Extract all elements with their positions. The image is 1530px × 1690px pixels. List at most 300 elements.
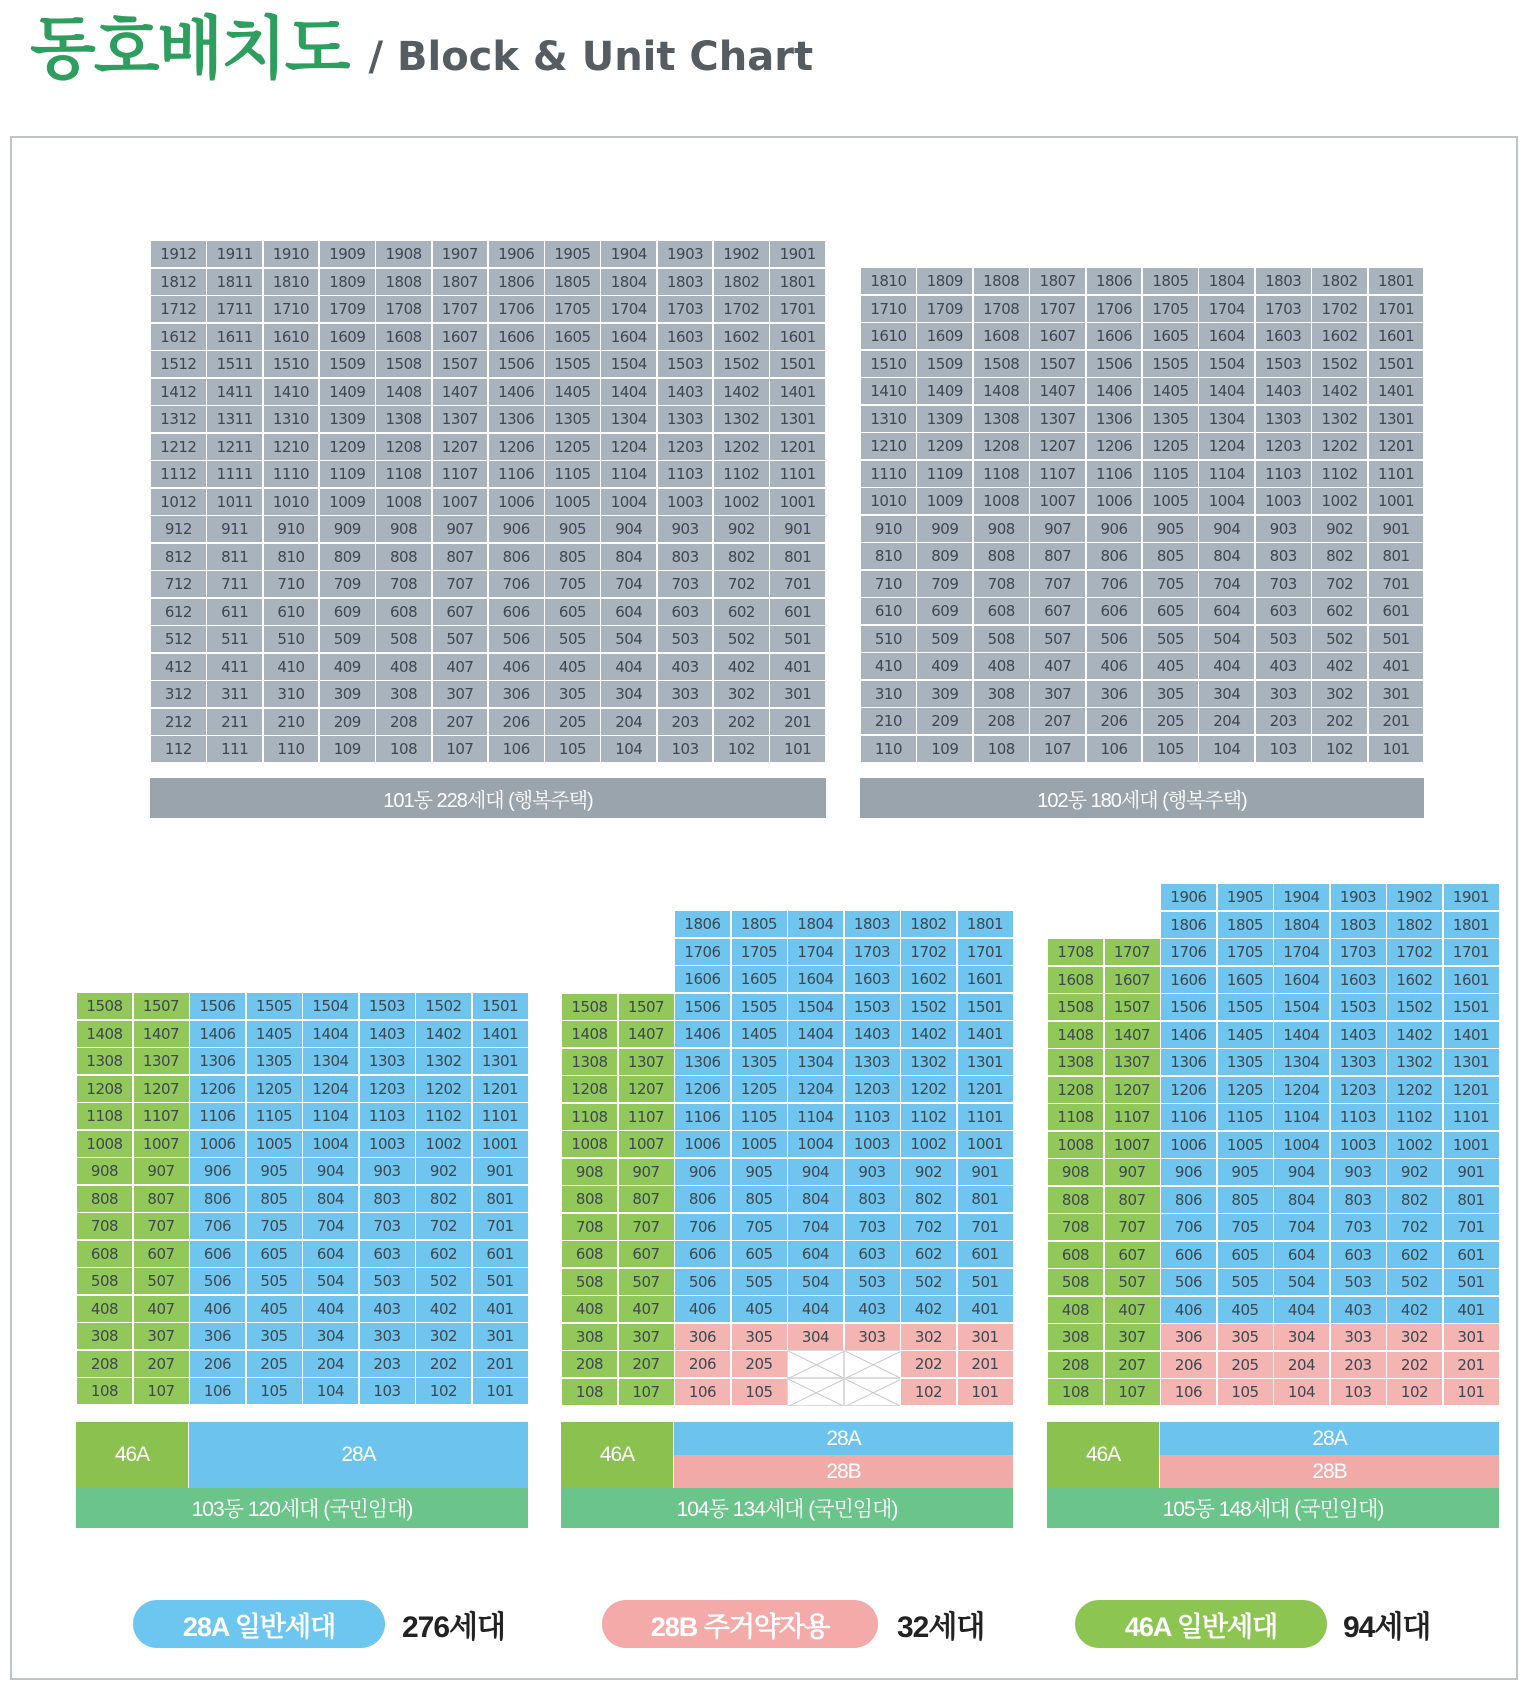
unit-cell: 801 bbox=[1368, 542, 1425, 570]
unit-cell: 1006 bbox=[189, 1130, 246, 1158]
unit-cell: 1002 bbox=[415, 1130, 472, 1158]
unit-cell: 710 bbox=[860, 570, 917, 598]
unit-cell: 1502 bbox=[713, 350, 770, 378]
unit-cell: 908 bbox=[375, 515, 432, 543]
unit-cell: 1005 bbox=[544, 488, 601, 516]
unit-cell: 1709 bbox=[319, 295, 376, 323]
unit-cell: 1702 bbox=[1311, 295, 1368, 323]
unit-cell: 801 bbox=[957, 1185, 1014, 1213]
unit-cell: 1704 bbox=[1273, 938, 1330, 966]
unit-cell: 309 bbox=[319, 680, 376, 708]
unit-cell: 810 bbox=[263, 543, 320, 571]
unit-cell: 603 bbox=[657, 598, 714, 626]
unit-cell: 308 bbox=[375, 680, 432, 708]
unit-cell: 1212 bbox=[150, 433, 207, 461]
unit-cell: 502 bbox=[713, 625, 770, 653]
unit-cell: 1306 bbox=[189, 1047, 246, 1075]
unit-cell: 101 bbox=[1368, 735, 1425, 763]
unit-cell: 1408 bbox=[1047, 1021, 1104, 1049]
unit-cell: 1708 bbox=[1047, 938, 1104, 966]
unit-cell: 303 bbox=[1255, 680, 1312, 708]
unit-cell: 1206 bbox=[488, 433, 545, 461]
unit-cell: 1102 bbox=[415, 1102, 472, 1130]
unit-cell: 1704 bbox=[787, 938, 844, 966]
unit-cell: 708 bbox=[76, 1212, 133, 1240]
unit-cell: 1905 bbox=[1217, 883, 1274, 911]
unit-cell: 1110 bbox=[263, 460, 320, 488]
unit-cell: 102 bbox=[1386, 1378, 1443, 1406]
unit-cell: 1703 bbox=[657, 295, 714, 323]
unit-cell: 205 bbox=[544, 708, 601, 736]
unit-cell: 611 bbox=[206, 598, 263, 626]
unit-cell: 307 bbox=[133, 1322, 190, 1350]
unit-cell: 306 bbox=[1160, 1323, 1217, 1351]
unit-cell: 1604 bbox=[787, 965, 844, 993]
unit-cell: 208 bbox=[561, 1350, 618, 1378]
unit-cell: 1703 bbox=[1330, 938, 1387, 966]
unit-cell: 1802 bbox=[900, 910, 957, 938]
unit-cell: 1406 bbox=[1160, 1021, 1217, 1049]
unit-cell: 607 bbox=[432, 598, 489, 626]
unit-cell: 1108 bbox=[375, 460, 432, 488]
unit-cell: 208 bbox=[375, 708, 432, 736]
unit-cell: 202 bbox=[1386, 1351, 1443, 1379]
unit-cell: 904 bbox=[787, 1158, 844, 1186]
unit-cell: 812 bbox=[150, 543, 207, 571]
unit-cell: 201 bbox=[1368, 707, 1425, 735]
unit-cell: 308 bbox=[76, 1322, 133, 1350]
unit-cell: 403 bbox=[359, 1295, 416, 1323]
unit-cell: 1403 bbox=[657, 378, 714, 406]
unit-cell: 706 bbox=[488, 570, 545, 598]
unit-cell: 1703 bbox=[844, 938, 901, 966]
unit-cell: 1605 bbox=[731, 965, 788, 993]
unit-cell: 1112 bbox=[150, 460, 207, 488]
unit-cell: 1207 bbox=[1104, 1076, 1161, 1104]
unit-cell: 1404 bbox=[302, 1020, 359, 1048]
unit-cell: 1102 bbox=[1386, 1103, 1443, 1131]
unit-cell: 806 bbox=[674, 1185, 731, 1213]
unit-cell: 1003 bbox=[359, 1130, 416, 1158]
unit-cell: 1102 bbox=[713, 460, 770, 488]
unit-cell: 1409 bbox=[319, 378, 376, 406]
unit-cell: 1811 bbox=[206, 268, 263, 296]
unit-cell: 402 bbox=[900, 1295, 957, 1323]
unit-cell: 1502 bbox=[415, 992, 472, 1020]
unit-cell: 1103 bbox=[844, 1103, 901, 1131]
unit-cell: 1802 bbox=[1311, 267, 1368, 295]
unit-cell: 803 bbox=[844, 1185, 901, 1213]
unit-cell: 1302 bbox=[1386, 1048, 1443, 1076]
unit-cell: 605 bbox=[246, 1240, 303, 1268]
unit-cell: 1804 bbox=[1273, 911, 1330, 939]
unit-cell: 1209 bbox=[916, 432, 973, 460]
unit-cell: 105 bbox=[1142, 735, 1199, 763]
legend-count-28b: 32세대 bbox=[897, 1611, 985, 1644]
unit-cell: 1308 bbox=[561, 1048, 618, 1076]
unit-cell: 1902 bbox=[1386, 883, 1443, 911]
unit-cell: 1804 bbox=[1198, 267, 1255, 295]
unit-cell: 1508 bbox=[561, 993, 618, 1021]
unit-cell: 1501 bbox=[472, 992, 529, 1020]
unit-cell: 304 bbox=[600, 680, 657, 708]
unit-cell: 201 bbox=[1443, 1351, 1500, 1379]
unit-cell: 1006 bbox=[1086, 487, 1143, 515]
unit-cell: 1203 bbox=[1255, 432, 1312, 460]
unit-cell: 1110 bbox=[860, 460, 917, 488]
unit-cell: 1504 bbox=[1273, 993, 1330, 1021]
unit-cell: 102 bbox=[415, 1377, 472, 1405]
unit-cell: 904 bbox=[1198, 515, 1255, 543]
unit-cell: 306 bbox=[1086, 680, 1143, 708]
unit-cell: 106 bbox=[1160, 1378, 1217, 1406]
unit-cell: 407 bbox=[432, 653, 489, 681]
unit-cell: 201 bbox=[769, 708, 826, 736]
unit-cell: 601 bbox=[769, 598, 826, 626]
unit-cell: 203 bbox=[657, 708, 714, 736]
unit-cell: 1608 bbox=[973, 322, 1030, 350]
unit-cell: 603 bbox=[1330, 1241, 1387, 1269]
unit-cell: 1305 bbox=[1217, 1048, 1274, 1076]
unit-cell: 1504 bbox=[1198, 350, 1255, 378]
unit-cell: 1208 bbox=[76, 1075, 133, 1103]
unit-cell: 1201 bbox=[472, 1075, 529, 1103]
unit-cell: 405 bbox=[1142, 652, 1199, 680]
unit-cell: 707 bbox=[133, 1212, 190, 1240]
unit-cell: 808 bbox=[76, 1185, 133, 1213]
unit-cell: 1606 bbox=[488, 323, 545, 351]
unit-cell: 803 bbox=[657, 543, 714, 571]
unit-cell: 407 bbox=[1104, 1296, 1161, 1324]
unit-cell: 1602 bbox=[1311, 322, 1368, 350]
unit-cell: 605 bbox=[544, 598, 601, 626]
unit-cell: 1507 bbox=[133, 992, 190, 1020]
unit-cell: 907 bbox=[133, 1157, 190, 1185]
unit-cell: 1203 bbox=[844, 1075, 901, 1103]
unit-cell: 607 bbox=[1029, 597, 1086, 625]
unit-cell: 603 bbox=[359, 1240, 416, 1268]
unit-cell: 1306 bbox=[488, 405, 545, 433]
unit-cell: 109 bbox=[319, 735, 376, 763]
unit-cell: 405 bbox=[731, 1295, 788, 1323]
unit-cell: 802 bbox=[415, 1185, 472, 1213]
unit-cell: 1406 bbox=[1086, 377, 1143, 405]
unit-cell: 204 bbox=[302, 1350, 359, 1378]
unit-cell: 1812 bbox=[150, 268, 207, 296]
unit-cell: 1201 bbox=[957, 1075, 1014, 1103]
unit-cell: 1205 bbox=[246, 1075, 303, 1103]
unit-cell: 1903 bbox=[1330, 883, 1387, 911]
unit-cell: 1301 bbox=[1368, 405, 1425, 433]
unit-cell: 908 bbox=[76, 1157, 133, 1185]
unit-cell: 806 bbox=[189, 1185, 246, 1213]
unit-cell: 1707 bbox=[1029, 295, 1086, 323]
unit-cell: 907 bbox=[618, 1158, 675, 1186]
unit-cell: 1204 bbox=[302, 1075, 359, 1103]
unit-cell: 510 bbox=[860, 625, 917, 653]
unit-cell: 706 bbox=[674, 1213, 731, 1241]
unit-cell: 1208 bbox=[973, 432, 1030, 460]
unit-cell: 406 bbox=[1160, 1296, 1217, 1324]
unit-cell: 1204 bbox=[1273, 1076, 1330, 1104]
unit-cell: 1505 bbox=[1142, 350, 1199, 378]
unit-cell: 1108 bbox=[973, 460, 1030, 488]
unit-cell: 1303 bbox=[844, 1048, 901, 1076]
unit-cell: 1801 bbox=[1443, 911, 1500, 939]
unit-cell: 508 bbox=[561, 1268, 618, 1296]
unit-cell: 1401 bbox=[957, 1020, 1014, 1048]
unit-cell: 207 bbox=[1029, 707, 1086, 735]
unit-cell: 606 bbox=[1086, 597, 1143, 625]
unit-cell: 402 bbox=[1311, 652, 1368, 680]
unit-cell: 1602 bbox=[1386, 966, 1443, 994]
unit-cell: 1104 bbox=[1273, 1103, 1330, 1131]
unit-cell: 504 bbox=[787, 1268, 844, 1296]
unit-cell: 408 bbox=[76, 1295, 133, 1323]
unit-cell: 908 bbox=[973, 515, 1030, 543]
unit-cell: 1010 bbox=[860, 487, 917, 515]
unit-cell: 608 bbox=[1047, 1241, 1104, 1269]
unit-cell: 704 bbox=[600, 570, 657, 598]
unit-cell: 706 bbox=[1160, 1213, 1217, 1241]
unit-cell: 511 bbox=[206, 625, 263, 653]
unit-cell: 1008 bbox=[375, 488, 432, 516]
unit-cell: 208 bbox=[1047, 1351, 1104, 1379]
unit-cell: 703 bbox=[844, 1213, 901, 1241]
unit-cell: 410 bbox=[860, 652, 917, 680]
unit-cell: 207 bbox=[1104, 1351, 1161, 1379]
unit-cell: 407 bbox=[618, 1295, 675, 1323]
unit-cell: 207 bbox=[618, 1350, 675, 1378]
unit-cell: 1605 bbox=[1142, 322, 1199, 350]
unit-cell: 706 bbox=[189, 1212, 246, 1240]
unit-cell: 304 bbox=[302, 1322, 359, 1350]
unit-cell: 602 bbox=[713, 598, 770, 626]
unit-cell: 309 bbox=[916, 680, 973, 708]
unit-cell: 1810 bbox=[263, 268, 320, 296]
unit-cell: 403 bbox=[1255, 652, 1312, 680]
building-label-104: 104동 134세대 (국민임대) bbox=[561, 1488, 1013, 1528]
unit-cell: 902 bbox=[1386, 1158, 1443, 1186]
unit-cell: 1105 bbox=[246, 1102, 303, 1130]
unit-cell: 101 bbox=[769, 735, 826, 763]
unit-cell: 206 bbox=[1160, 1351, 1217, 1379]
unit-cell: 1707 bbox=[1104, 938, 1161, 966]
unit-cell: 1505 bbox=[731, 993, 788, 1021]
unit-cell: 701 bbox=[1368, 570, 1425, 598]
unit-cell: 301 bbox=[472, 1322, 529, 1350]
unit-cell: 306 bbox=[488, 680, 545, 708]
unit-cell: 405 bbox=[544, 653, 601, 681]
unit-cell: 110 bbox=[263, 735, 320, 763]
unit-cell: 111 bbox=[206, 735, 263, 763]
unit-cell: 1503 bbox=[657, 350, 714, 378]
unit-cell: 1102 bbox=[1311, 460, 1368, 488]
unit-cell: 1007 bbox=[1104, 1131, 1161, 1159]
unit-cell: 808 bbox=[375, 543, 432, 571]
unit-cell: 1106 bbox=[674, 1103, 731, 1131]
unit-cell: 1004 bbox=[787, 1130, 844, 1158]
unit-cell: 701 bbox=[1443, 1213, 1500, 1241]
unit-cell: 1601 bbox=[957, 965, 1014, 993]
unit-cell: 410 bbox=[263, 653, 320, 681]
unit-cell: 1507 bbox=[1029, 350, 1086, 378]
unit-cell: 205 bbox=[246, 1350, 303, 1378]
unit-cell: 1801 bbox=[1368, 267, 1425, 295]
unit-cell: 1106 bbox=[1086, 460, 1143, 488]
unit-cell: 1604 bbox=[1198, 322, 1255, 350]
unit-cell: 1101 bbox=[769, 460, 826, 488]
unit-cell: 702 bbox=[1311, 570, 1368, 598]
unit-cell: 606 bbox=[488, 598, 545, 626]
unit-cell: 903 bbox=[1330, 1158, 1387, 1186]
unit-cell: 1503 bbox=[1330, 993, 1387, 1021]
unit-cell: 304 bbox=[1198, 680, 1255, 708]
unit-cell: 1407 bbox=[1104, 1021, 1161, 1049]
unit-cell: 811 bbox=[206, 543, 263, 571]
unit-cell: 510 bbox=[263, 625, 320, 653]
unit-cell: 211 bbox=[206, 708, 263, 736]
unit-cell: 807 bbox=[133, 1185, 190, 1213]
unavailable-unit bbox=[787, 1378, 844, 1406]
unit-cell: 702 bbox=[900, 1213, 957, 1241]
unit-cell: 907 bbox=[1104, 1158, 1161, 1186]
unit-cell: 1709 bbox=[916, 295, 973, 323]
unit-cell: 1706 bbox=[488, 295, 545, 323]
legend-count-28a: 276세대 bbox=[402, 1611, 506, 1644]
unit-cell: 1610 bbox=[263, 323, 320, 351]
unit-cell: 1301 bbox=[769, 405, 826, 433]
unit-cell: 507 bbox=[133, 1267, 190, 1295]
unit-cell: 1308 bbox=[1047, 1048, 1104, 1076]
unit-cell: 304 bbox=[1273, 1323, 1330, 1351]
unit-cell: 402 bbox=[713, 653, 770, 681]
unit-cell: 1803 bbox=[844, 910, 901, 938]
unit-cell: 802 bbox=[713, 543, 770, 571]
unit-cell: 605 bbox=[731, 1240, 788, 1268]
unit-cell: 1003 bbox=[1330, 1131, 1387, 1159]
type-28b-block: 28B bbox=[674, 1455, 1013, 1488]
unit-cell: 906 bbox=[1160, 1158, 1217, 1186]
unit-cell: 1401 bbox=[472, 1020, 529, 1048]
unit-cell: 905 bbox=[246, 1157, 303, 1185]
unit-cell: 805 bbox=[246, 1185, 303, 1213]
unit-cell: 1402 bbox=[1311, 377, 1368, 405]
unit-cell: 303 bbox=[359, 1322, 416, 1350]
unit-cell: 1204 bbox=[787, 1075, 844, 1103]
unit-cell: 107 bbox=[133, 1377, 190, 1405]
unit-cell: 1305 bbox=[731, 1048, 788, 1076]
unit-cell: 112 bbox=[150, 735, 207, 763]
unit-cell: 1304 bbox=[1273, 1048, 1330, 1076]
unit-cell: 1006 bbox=[674, 1130, 731, 1158]
unit-cell: 108 bbox=[973, 735, 1030, 763]
unit-cell: 304 bbox=[787, 1323, 844, 1351]
unit-cell: 106 bbox=[189, 1377, 246, 1405]
unit-cell: 1909 bbox=[319, 240, 376, 268]
unit-cell: 1305 bbox=[246, 1047, 303, 1075]
unit-cell: 807 bbox=[1104, 1186, 1161, 1214]
unit-cell: 307 bbox=[1104, 1323, 1161, 1351]
unit-cell: 904 bbox=[600, 515, 657, 543]
unit-cell: 210 bbox=[263, 708, 320, 736]
unit-cell: 504 bbox=[1273, 1268, 1330, 1296]
unit-cell: 1910 bbox=[263, 240, 320, 268]
unit-cell: 1303 bbox=[657, 405, 714, 433]
unit-cell: 1408 bbox=[561, 1020, 618, 1048]
unit-cell: 1412 bbox=[150, 378, 207, 406]
unit-cell: 1710 bbox=[263, 295, 320, 323]
unit-cell: 705 bbox=[1142, 570, 1199, 598]
unit-cell: 1001 bbox=[957, 1130, 1014, 1158]
unit-cell: 110 bbox=[860, 735, 917, 763]
unit-cell: 1410 bbox=[860, 377, 917, 405]
unit-cell: 503 bbox=[1255, 625, 1312, 653]
unit-cell: 501 bbox=[472, 1267, 529, 1295]
unit-cell: 1101 bbox=[1443, 1103, 1500, 1131]
unit-cell: 904 bbox=[302, 1157, 359, 1185]
unit-cell: 806 bbox=[1086, 542, 1143, 570]
unit-cell: 1007 bbox=[1029, 487, 1086, 515]
unit-cell: 503 bbox=[844, 1268, 901, 1296]
unit-cell: 509 bbox=[319, 625, 376, 653]
unit-cell: 1805 bbox=[731, 910, 788, 938]
unit-cell: 401 bbox=[769, 653, 826, 681]
unit-cell: 1608 bbox=[1047, 966, 1104, 994]
unit-cell: 1405 bbox=[1142, 377, 1199, 405]
unit-cell: 1403 bbox=[359, 1020, 416, 1048]
unit-cell: 505 bbox=[1142, 625, 1199, 653]
unit-cell: 1605 bbox=[544, 323, 601, 351]
unit-cell: 506 bbox=[1086, 625, 1143, 653]
unit-cell: 1006 bbox=[1160, 1131, 1217, 1159]
unit-cell: 906 bbox=[674, 1158, 731, 1186]
unit-cell: 1104 bbox=[302, 1102, 359, 1130]
unit-cell: 1501 bbox=[1443, 993, 1500, 1021]
unit-cell: 1105 bbox=[1142, 460, 1199, 488]
unit-cell: 805 bbox=[544, 543, 601, 571]
unit-cell: 712 bbox=[150, 570, 207, 598]
unit-cell: 1702 bbox=[713, 295, 770, 323]
unit-cell: 105 bbox=[731, 1378, 788, 1406]
unit-cell: 1206 bbox=[1086, 432, 1143, 460]
unit-cell: 1304 bbox=[302, 1047, 359, 1075]
unit-cell: 1409 bbox=[916, 377, 973, 405]
unit-cell: 203 bbox=[1330, 1351, 1387, 1379]
unit-cell: 501 bbox=[957, 1268, 1014, 1296]
unit-cell: 1202 bbox=[713, 433, 770, 461]
unit-cell: 404 bbox=[600, 653, 657, 681]
unit-cell: 1202 bbox=[415, 1075, 472, 1103]
unit-cell: 1403 bbox=[1330, 1021, 1387, 1049]
unit-cell: 1904 bbox=[1273, 883, 1330, 911]
unit-cell: 1002 bbox=[900, 1130, 957, 1158]
unit-cell: 905 bbox=[1142, 515, 1199, 543]
unit-cell: 1309 bbox=[916, 405, 973, 433]
unit-cell: 1706 bbox=[1160, 938, 1217, 966]
unit-cell: 910 bbox=[263, 515, 320, 543]
unit-cell: 208 bbox=[76, 1350, 133, 1378]
unit-cell: 1804 bbox=[787, 910, 844, 938]
unit-cell: 609 bbox=[916, 597, 973, 625]
unit-cell: 803 bbox=[359, 1185, 416, 1213]
unit-cell: 306 bbox=[674, 1323, 731, 1351]
unit-cell: 1303 bbox=[1255, 405, 1312, 433]
unit-cell: 206 bbox=[674, 1350, 731, 1378]
unit-cell: 206 bbox=[488, 708, 545, 736]
unit-cell: 209 bbox=[916, 707, 973, 735]
unit-cell: 1611 bbox=[206, 323, 263, 351]
